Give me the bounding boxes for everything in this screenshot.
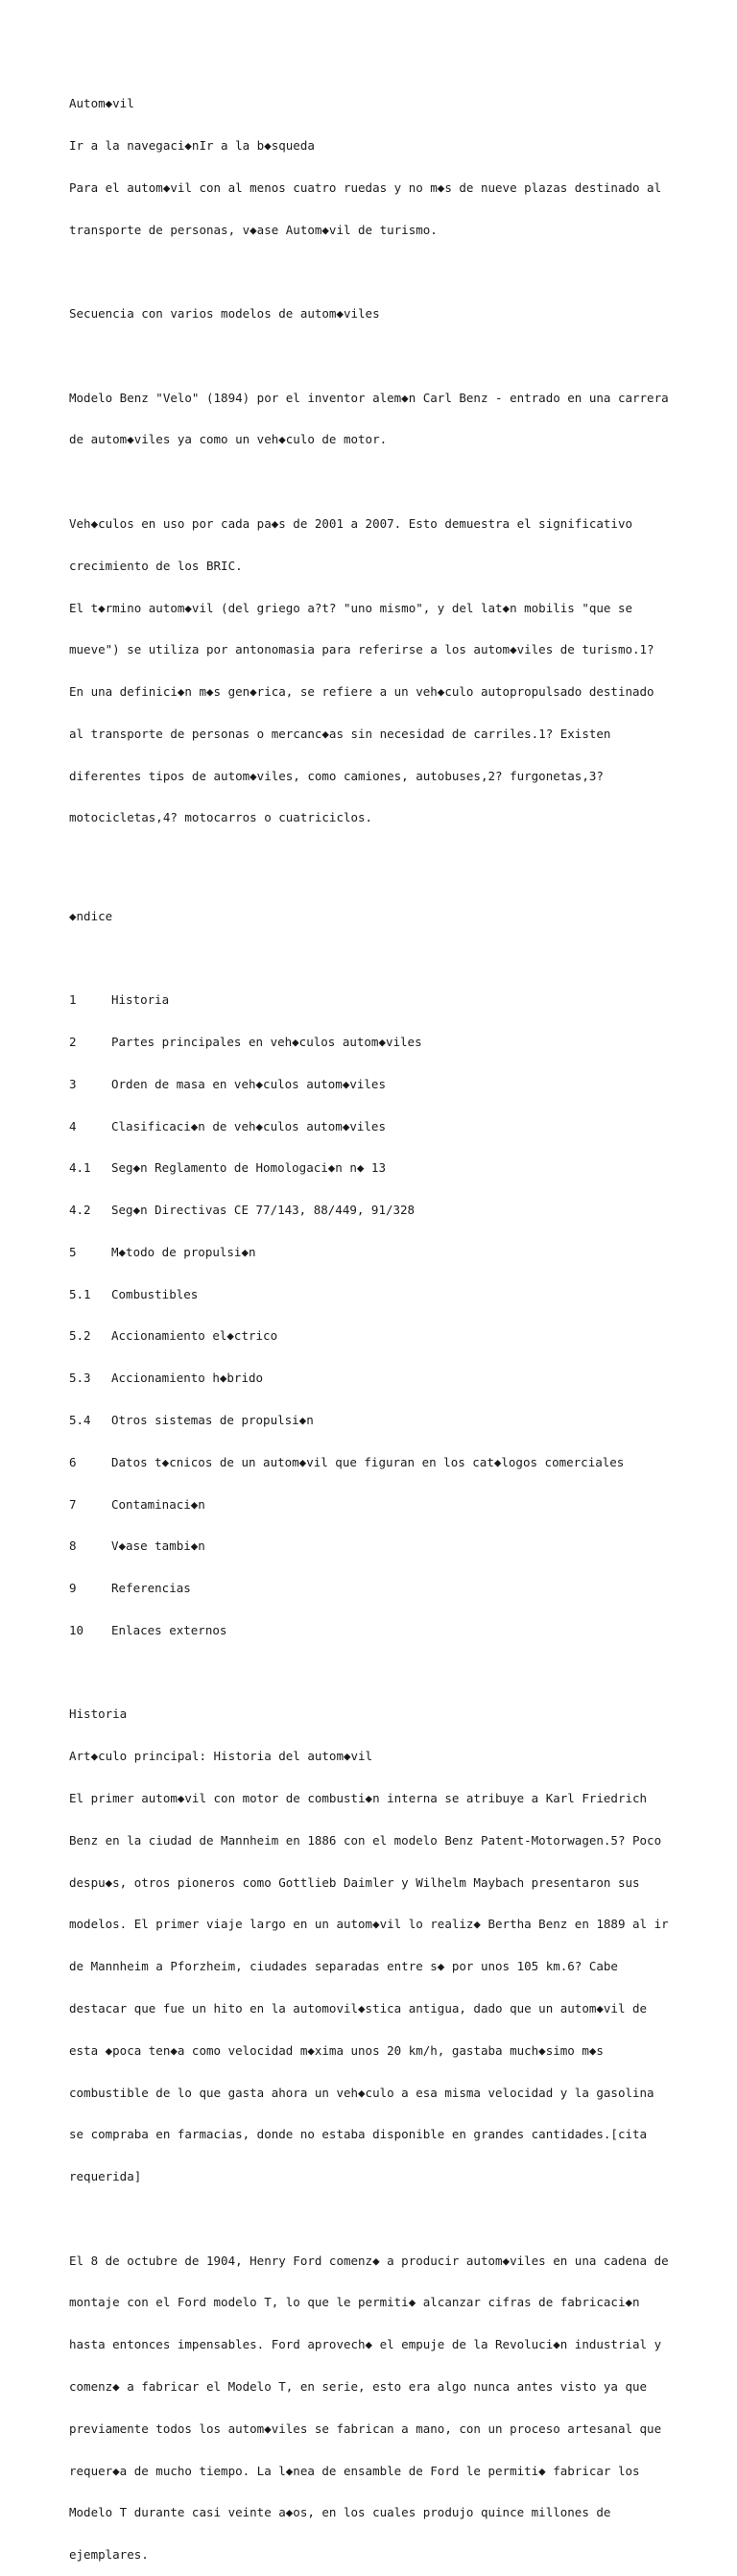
toc-number: 4.1: [69, 1160, 91, 1176]
toc-number: 10: [69, 1622, 84, 1637]
toc-item[interactable]: [69, 1078, 702, 1092]
history-line: requer◆a de mucho tiempo. La l◆nea de ensamble de Ford le permiti◆ fabricar los: [69, 2463, 640, 2478]
toc-label: Datos t◆cnicos de un autom◆vil que figuran en los cat◆logos comerciales: [111, 1454, 625, 1469]
main-article-link[interactable]: Art◆culo principal: Historia del autom◆vil: [69, 1749, 373, 1764]
toc-label: Accionamiento el◆ctrico: [111, 1328, 278, 1344]
toc-item[interactable]: [69, 1371, 702, 1386]
intro-line: diferentes tipos de autom◆viles, como camiones, autobuses,2? furgonetas,3?: [69, 768, 604, 783]
intro-line: al transporte de personas o mercanc◆as sin necesidad de carriles.1? Existen: [69, 726, 611, 741]
toc-number: 5.4: [69, 1413, 91, 1427]
intro-line: motocicletas,4? motocarros o cuatriciclos.: [69, 810, 373, 825]
disambiguation-line: transporte de personas, v◆ase Autom◆vil de turismo.: [69, 222, 438, 237]
intro-line: mueve") se utiliza por antonomasia para referirse a los autom◆viles de turismo.1?: [69, 642, 654, 657]
toc-item[interactable]: [69, 1246, 702, 1260]
toc-item[interactable]: [69, 1329, 702, 1344]
intro-line: crecimiento de los BRIC.: [69, 558, 243, 573]
toc-number: 9: [69, 1581, 77, 1596]
toc-item[interactable]: [69, 1456, 702, 1470]
image-caption: Modelo Benz "Velo" (1894) por el inventor alem◆n Carl Benz - entrado en una carrera: [69, 390, 669, 405]
toc-label: M◆todo de propulsi◆n: [111, 1244, 256, 1259]
toc-number: 2: [69, 1034, 77, 1049]
history-line: ejemplares.: [69, 2547, 149, 2563]
table-of-contents: [69, 966, 702, 1666]
history-line: El primer autom◆vil con motor de combusti◆n interna se atribuye a Karl Friedrich: [69, 1791, 648, 1806]
intro-line: El t◆rmino autom◆vil (del griego a?t? "uno mismo", y del lat◆n mobilis "que se: [69, 600, 632, 615]
toc-item[interactable]: [69, 1624, 702, 1638]
history-line: combustible de lo que gasta ahora un veh◆culo a esa misma velocidad y la gasolina: [69, 2085, 654, 2100]
history-line: Modelo T durante casi veinte a◆os, en los cuales produjo quince millones de: [69, 2505, 611, 2520]
toc-number: 5.3: [69, 1371, 91, 1386]
image-caption: de autom◆viles ya como un veh◆culo de motor.: [69, 432, 388, 447]
navigation-links[interactable]: Ir a la navegaci◆nIr a la b◆squeda: [69, 137, 315, 153]
toc-item[interactable]: [69, 993, 702, 1008]
history-line: destacar que fue un hito en la automovil◆stica antigua, dado que un autom◆vil de: [69, 2000, 648, 2015]
toc-label: Clasificaci◆n de veh◆culos autom◆viles: [111, 1118, 386, 1133]
document-page: [69, 69, 702, 2576]
section-heading-historia: Historia: [69, 1706, 128, 1722]
toc-label: Historia: [111, 992, 170, 1008]
toc-item[interactable]: [69, 1161, 702, 1176]
article-title: Autom◆vil: [69, 96, 134, 111]
toc-item[interactable]: [69, 1539, 702, 1554]
disambiguation-line: Para el autom◆vil con al menos cuatro ruedas y no m◆s de nueve plazas destinado al: [69, 179, 662, 195]
toc-number: 5: [69, 1244, 77, 1259]
intro-line: En una definici◆n m◆s gen◆rica, se refiere a un veh◆culo autopropulsado destinado: [69, 684, 654, 700]
toc-label: Contaminaci◆n: [111, 1496, 205, 1512]
toc-number: 7: [69, 1496, 77, 1512]
toc-item[interactable]: [69, 1288, 702, 1302]
toc-label: Seg◆n Reglamento de Homologaci◆n n◆ 13: [111, 1160, 386, 1176]
history-line: hasta entonces impensables. Ford aprovech◆ el empuje de la Revoluci◆n industrial y: [69, 2337, 662, 2352]
history-line: despu◆s, otros pioneros como Gottlieb Daimler y Wilhelm Maybach presentaron sus: [69, 1874, 640, 1890]
toc-label: Enlaces externos: [111, 1622, 227, 1637]
toc-label: Partes principales en veh◆culos autom◆viles: [111, 1034, 422, 1049]
history-line: de Mannheim a Pforzheim, ciudades separadas entre s◆ por unos 105 km.6? Cabe: [69, 1959, 618, 1974]
history-line: Benz en la ciudad de Mannheim en 1886 con el modelo Benz Patent-Motorwagen.5? Poco: [69, 1832, 662, 1848]
toc-label: Accionamiento h◆brido: [111, 1371, 264, 1386]
history-line: previamente todos los autom◆viles se fabrican a mano, con un proceso artesanal que: [69, 2421, 662, 2436]
intro-line: Veh◆culos en uso por cada pa◆s de 2001 a 2007. Esto demuestra el significativo: [69, 516, 632, 531]
toc-label: Orden de masa en veh◆culos autom◆viles: [111, 1076, 386, 1091]
history-line: montaje con el Ford modelo T, lo que le permiti◆ alcanzar cifras de fabricaci◆n: [69, 2295, 640, 2310]
toc-label: Seg◆n Directivas CE 77/143, 88/449, 91/328: [111, 1203, 416, 1218]
history-line: se compraba en farmacias, donde no estaba disponible en grandes cantidades.[cita: [69, 2127, 648, 2142]
toc-item[interactable]: [69, 1582, 702, 1596]
history-line: El 8 de octubre de 1904, Henry Ford comenz◆ a producir autom◆viles en una cadena de: [69, 2253, 669, 2268]
history-line: comenz◆ a fabricar el Modelo T, en serie, esto era algo nunca antes visto ya que: [69, 2378, 648, 2394]
toc-number: 4: [69, 1118, 77, 1133]
toc-number: 5.1: [69, 1286, 91, 1301]
toc-number: 4.2: [69, 1203, 91, 1218]
toc-item[interactable]: [69, 1204, 702, 1218]
toc-item[interactable]: [69, 1414, 702, 1428]
image-caption: Secuencia con varios modelos de autom◆viles: [69, 306, 380, 322]
history-line: modelos. El primer viaje largo en un autom◆vil lo realiz◆ Bertha Benz en 1889 al ir: [69, 1917, 669, 1932]
toc-number: 8: [69, 1538, 77, 1554]
toc-label: V◆ase tambi◆n: [111, 1538, 205, 1554]
toc-heading: ◆ndice: [69, 908, 113, 923]
toc-label: Combustibles: [111, 1286, 199, 1301]
toc-number: 1: [69, 992, 77, 1008]
history-line: requerida]: [69, 2169, 142, 2184]
toc-item[interactable]: [69, 1498, 702, 1513]
toc-label: Otros sistemas de propulsi◆n: [111, 1413, 314, 1427]
toc-label: Referencias: [111, 1581, 191, 1596]
toc-number: 5.2: [69, 1328, 91, 1344]
toc-item[interactable]: [69, 1036, 702, 1050]
toc-number: 3: [69, 1076, 77, 1091]
history-line: esta ◆poca ten◆a como velocidad m◆xima unos 20 km/h, gastaba much◆simo m◆s: [69, 2042, 604, 2058]
toc-number: 6: [69, 1454, 77, 1469]
toc-item[interactable]: [69, 1120, 702, 1134]
